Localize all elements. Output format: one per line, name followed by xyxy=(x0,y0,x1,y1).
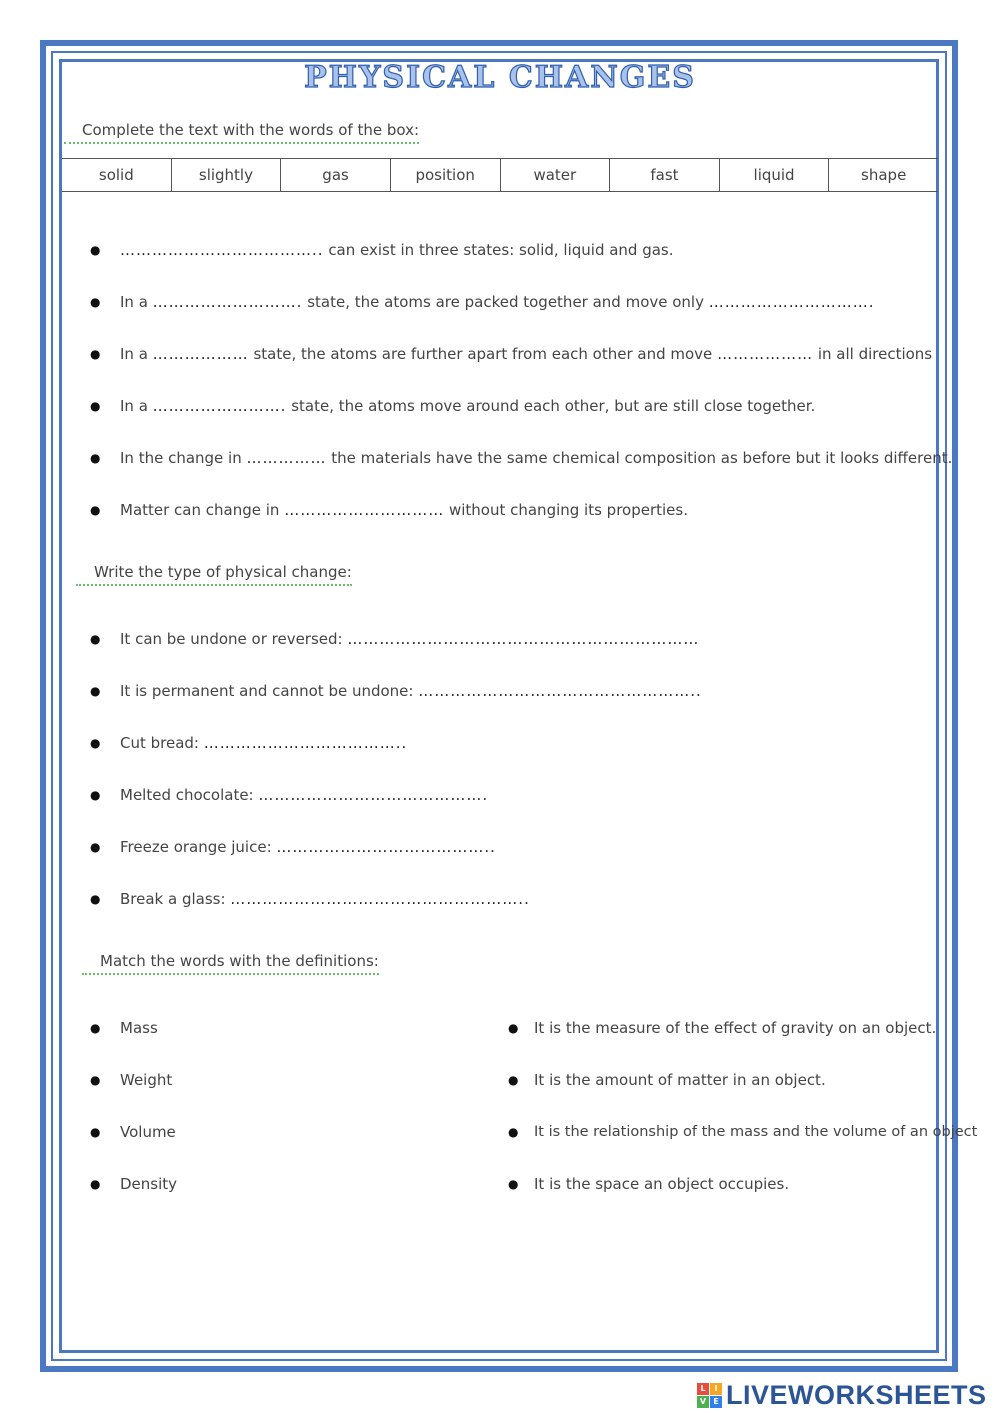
physical-change-list xyxy=(90,625,702,937)
word-box-cell: position xyxy=(391,159,501,191)
match-definition[interactable]: ● It is the relationship of the mass and the volume of an object xyxy=(508,1118,977,1170)
blank-field[interactable]: ……………………………….. xyxy=(120,241,324,259)
sentence-6: ● Matter can change in ………………………… without changing its properties. xyxy=(90,496,952,548)
word-box-cell: liquid xyxy=(720,159,830,191)
match-word[interactable]: ● Mass xyxy=(90,1014,177,1066)
physical-change-item: ● Freeze orange juice: ………………………………….. xyxy=(90,833,702,885)
sentence-3: ● In a ……………… state, the atoms are further apart from each other and move ……………… in all directions xyxy=(90,340,952,392)
match-definition[interactable]: ● It is the measure of the effect of gravity on an object. xyxy=(508,1014,977,1066)
blank-field[interactable]: …………… xyxy=(246,449,327,467)
sentence-4: ● In a ……………………. state, the atoms move around each other, but are still close together. xyxy=(90,392,952,444)
match-word[interactable]: ● Density xyxy=(90,1170,177,1222)
blank-field[interactable]: ……………………………………. xyxy=(258,786,489,804)
blank-field[interactable]: ……………… xyxy=(152,345,249,363)
match-word[interactable]: ● Volume xyxy=(90,1118,177,1170)
liveworksheets-logo[interactable] xyxy=(697,1380,987,1410)
physical-change-item: ● Break a glass: ……………………………………………….. xyxy=(90,885,702,937)
blank-field[interactable]: …………………………. xyxy=(708,293,875,311)
sentence-2: ● In a ………………………. state, the atoms are packed together and move only …………………………. xyxy=(90,288,952,340)
match-words-list xyxy=(90,1014,177,1222)
word-box-cell: shape xyxy=(861,166,907,184)
word-box xyxy=(62,158,938,192)
physical-change-item: ● Cut bread: ……………………………….. xyxy=(90,729,702,781)
blank-field[interactable]: ………………………… xyxy=(284,501,445,519)
instruction-physical-change: Write the type of physical change: xyxy=(76,563,352,586)
physical-change-item: ● It can be undone or reversed: ………………………………………………………… xyxy=(90,625,702,677)
match-definitions-list xyxy=(508,1014,977,1222)
sentence-5: ● In the change in …………… the materials have the same chemical composition as before but it looks different. xyxy=(90,444,952,496)
blank-field[interactable]: ……………… xyxy=(717,345,814,363)
instruction-complete-text: Complete the text with the words of the box: xyxy=(64,121,419,144)
match-word[interactable]: ● Weight xyxy=(90,1066,177,1118)
blank-field[interactable]: ……………………………………………….. xyxy=(230,890,530,908)
match-definition[interactable]: ● It is the amount of matter in an object. xyxy=(508,1066,977,1118)
instruction-match: Match the words with the definitions: xyxy=(82,952,379,975)
word-box-cell: gas xyxy=(281,159,391,191)
blank-field[interactable]: ………………………………….. xyxy=(276,838,496,856)
physical-change-item: ● It is permanent and cannot be undone: …………………………………………….. xyxy=(90,677,702,729)
word-box-cell: solid xyxy=(62,159,172,191)
blank-field[interactable]: ……………………. xyxy=(152,397,287,415)
word-box-cell: slightly xyxy=(172,159,282,191)
physical-change-item: ● Melted chocolate: ……………………………………. xyxy=(90,781,702,833)
page-title: PHYSICAL CHANGES xyxy=(304,60,696,95)
match-definition[interactable]: ● It is the space an object occupies. xyxy=(508,1170,977,1222)
liveworksheets-logo-text: LIVEWORKSHEETS xyxy=(726,1379,987,1410)
blank-field[interactable]: ………………………. xyxy=(152,293,303,311)
blank-field[interactable]: ……………………………….. xyxy=(203,734,408,752)
blank-field[interactable]: ………………………………………………………… xyxy=(347,630,700,648)
word-box-cell: water xyxy=(501,159,611,191)
sentence-1: ● ……………………………….. can exist in three states: solid, liquid and gas. xyxy=(90,236,952,288)
liveworksheets-logo-icon: L I V E xyxy=(697,1383,722,1408)
fill-in-sentence-list xyxy=(90,236,952,548)
blank-field[interactable]: …………………………………………….. xyxy=(418,682,702,700)
word-box-cell: fast xyxy=(610,159,720,191)
